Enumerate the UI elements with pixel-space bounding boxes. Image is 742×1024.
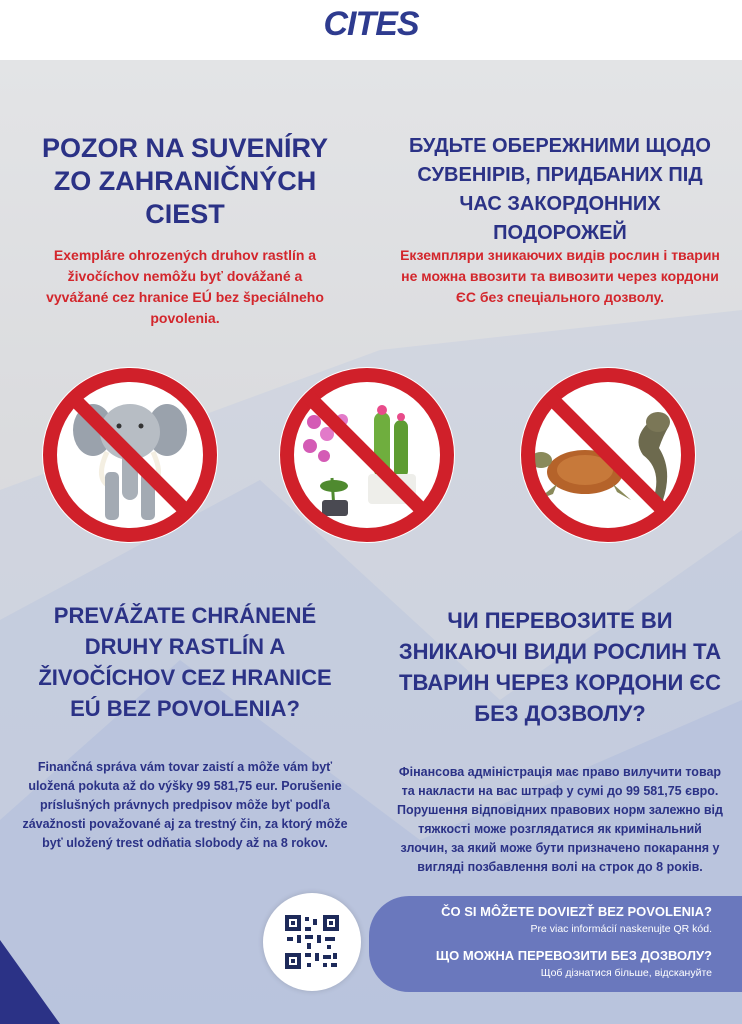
sk-title: POZOR NA SUVENÍRY ZO ZAHRANIČNÝCH CIEST (41, 133, 329, 229)
elephant-ban-icon (35, 360, 225, 550)
sk-info-question: ČO SI MÔŽETE DOVIEZŤ BEZ POVOLENIA? (441, 904, 712, 919)
reptiles-ban-icon (513, 360, 703, 550)
ua-title: БУДЬТЕ ОБЕРЕЖНИМИ ЩОДО СУВЕНІРІВ, ПРИДБАНИХ ПІД ЧАС ЗАКОРДОННИХ ПОДОРОЖЕЙ (409, 135, 711, 244)
sk-info-sub: Pre viac informácií naskenujte QR kód. (530, 923, 712, 935)
info-box (369, 896, 742, 992)
sk-body-text: Finančná správa vám tovar zaistí a môže vám byť uložená pokuta až do výšky 99 581,75 eur. Porušenie príslušných právnych predpisov môže byť podľa závažnosti považované aj za trestný čin, za ktorý môže byť uložený trest odňatia slobody až na 8 rokov. (22, 760, 348, 850)
ua-info-question: ЩО МОЖНА ПЕРЕВОЗИТИ БЕЗ ДОЗВОЛУ? (435, 948, 712, 963)
ua-body-text: Фінансова адміністрація має право вилучити товар та накласти на вас штраф у сумі до 99 581,75 євро. Порушення відповідних правових норм залежно від тяжкості може розглядатися як кримінальний злочин, за який може бути призначено покарання у вигляді позбавлення волі на строк до 8 років. (397, 765, 723, 874)
logo-text: CITES (323, 5, 419, 43)
plants-ban-icon (272, 360, 462, 550)
ua-info-sub: Щоб дізнатися більше, відскануйте (540, 967, 712, 979)
cites-logo (0, 5, 742, 44)
sk-warning-text: Exempláre ohrozených druhov rastlín a živočíchov nemôžu byť dovážané a vyvážané cez hranice EÚ bez špeciálneho povolenia. (46, 247, 324, 326)
sk-question-title: PREVÁŽATE CHRÁNENÉ DRUHY RASTLÍN A ŽIVOČÍCHOV CEZ HRANICE EÚ BEZ POVOLENIA? (38, 603, 332, 721)
ua-question-title: ЧИ ПЕРЕВОЗИТЕ ВИ ЗНИКАЮЧІ ВИДИ РОСЛИН ТА ТВАРИН ЧЕРЕЗ КОРДОНИ ЄС БЕЗ ДОЗВОЛУ? (398, 608, 722, 726)
qr-code-icon[interactable] (283, 913, 341, 971)
ua-warning-text: Екземпляри зникаючих видів рослин і тварин не можна ввозити та вивозити через кордони ЄС без спеціального дозволу. (400, 247, 720, 305)
